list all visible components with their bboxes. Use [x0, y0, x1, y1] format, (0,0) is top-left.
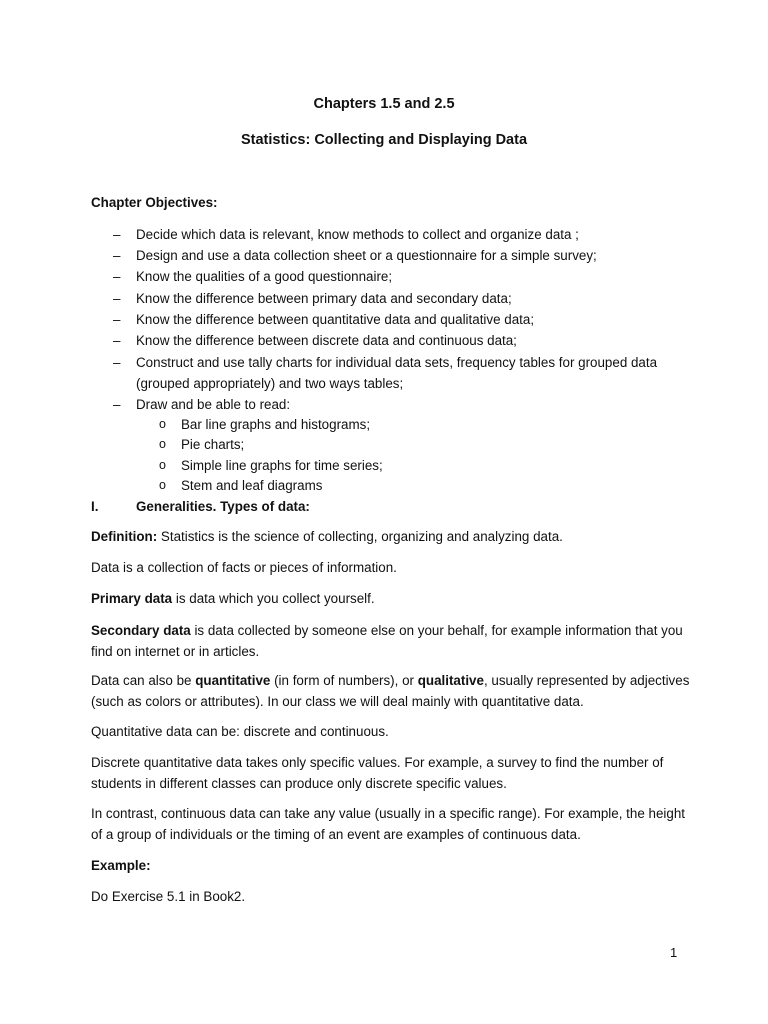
page-number: 1 [670, 945, 678, 960]
dash-bullet: – [113, 269, 121, 284]
circle-bullet: o [159, 417, 166, 431]
objective-text: Know the qualities of a good questionnaire; [136, 269, 393, 284]
objective-text: Know the difference between discrete data and continuous data; [136, 333, 517, 348]
objective-text: Draw and be able to read: [136, 397, 291, 412]
section-title: Generalities. Types of data: [136, 499, 310, 514]
continuous-data-paragraph: In contrast, continuous data can take any value (usually in a specific range). For example, the height of a group of individuals or the timing of an event are examples of continuous data. [91, 806, 685, 842]
subitem-text: Simple line graphs for time series; [181, 458, 383, 473]
dash-bullet: – [113, 355, 121, 370]
document-title: Chapters 1.5 and 2.5 [313, 96, 455, 112]
objective-text: Design and use a data collection sheet or a questionnaire for a simple survey; [136, 248, 597, 263]
example-heading: Example: [91, 858, 151, 873]
quantitative-qualitative-paragraph [91, 670, 691, 712]
quantitative-types-paragraph: Quantitative data can be: discrete and continuous. [91, 724, 389, 739]
objectives-heading: Chapter Objectives: [91, 195, 218, 210]
subitem-text: Pie charts; [181, 437, 245, 452]
circle-bullet: o [159, 437, 166, 451]
secondary-data-label: Secondary data [91, 623, 191, 638]
document-subtitle: Statistics: Collecting and Displaying Data [240, 132, 528, 148]
secondary-data-text: is data collected by someone else on your behalf, for example information that you find on internet or in articles. [91, 623, 683, 659]
text-run: Data can also be [91, 673, 196, 688]
dash-bullet: – [113, 397, 121, 412]
definition-label: Definition: [91, 529, 158, 544]
subitem-text: Stem and leaf diagrams [181, 478, 323, 493]
objective-text: Decide which data is relevant, know methods to collect and organize data ; [136, 227, 579, 242]
secondary-data-paragraph [91, 620, 691, 662]
definition-text: Statistics is the science of collecting, organizing and analyzing data. [157, 529, 563, 544]
dash-bullet: – [113, 227, 121, 242]
section-number: I. [91, 499, 99, 514]
subitem-text: Bar line graphs and histograms; [181, 417, 371, 432]
primary-data-text: is data which you collect yourself. [172, 591, 375, 606]
objective-text: Know the difference between quantitative data and qualitative data; [136, 312, 535, 327]
quantitative-label: quantitative [195, 673, 271, 688]
section-heading [91, 496, 691, 517]
dash-bullet: – [113, 333, 121, 348]
definition-paragraph [91, 526, 691, 547]
primary-data-paragraph [91, 588, 691, 609]
data-definition-paragraph: Data is a collection of facts or pieces of information. [91, 560, 397, 575]
objective-text: Construct and use tally charts for individual data sets, frequency tables for grouped data (grouped appropriately) and two ways tables; [136, 355, 658, 391]
primary-data-label: Primary data [91, 591, 173, 606]
objective-text: Know the difference between primary data and secondary data; [136, 291, 512, 306]
circle-bullet: o [159, 458, 166, 472]
qualitative-label: qualitative [417, 673, 484, 688]
dash-bullet: – [113, 291, 121, 306]
exercise-paragraph: Do Exercise 5.1 in Book2. [91, 889, 246, 904]
dash-bullet: – [113, 248, 121, 263]
circle-bullet: o [159, 478, 166, 492]
dash-bullet: – [113, 312, 121, 327]
text-run: (in form of numbers), or [270, 673, 418, 688]
discrete-data-paragraph: Discrete quantitative data takes only specific values. For example, a survey to find the number of students in different classes can produce only discrete specific values. [91, 755, 664, 791]
text-run: , usually represented by adjectives (such as colors or attributes). In our class we will deal mainly with quantitative data. [91, 673, 690, 709]
